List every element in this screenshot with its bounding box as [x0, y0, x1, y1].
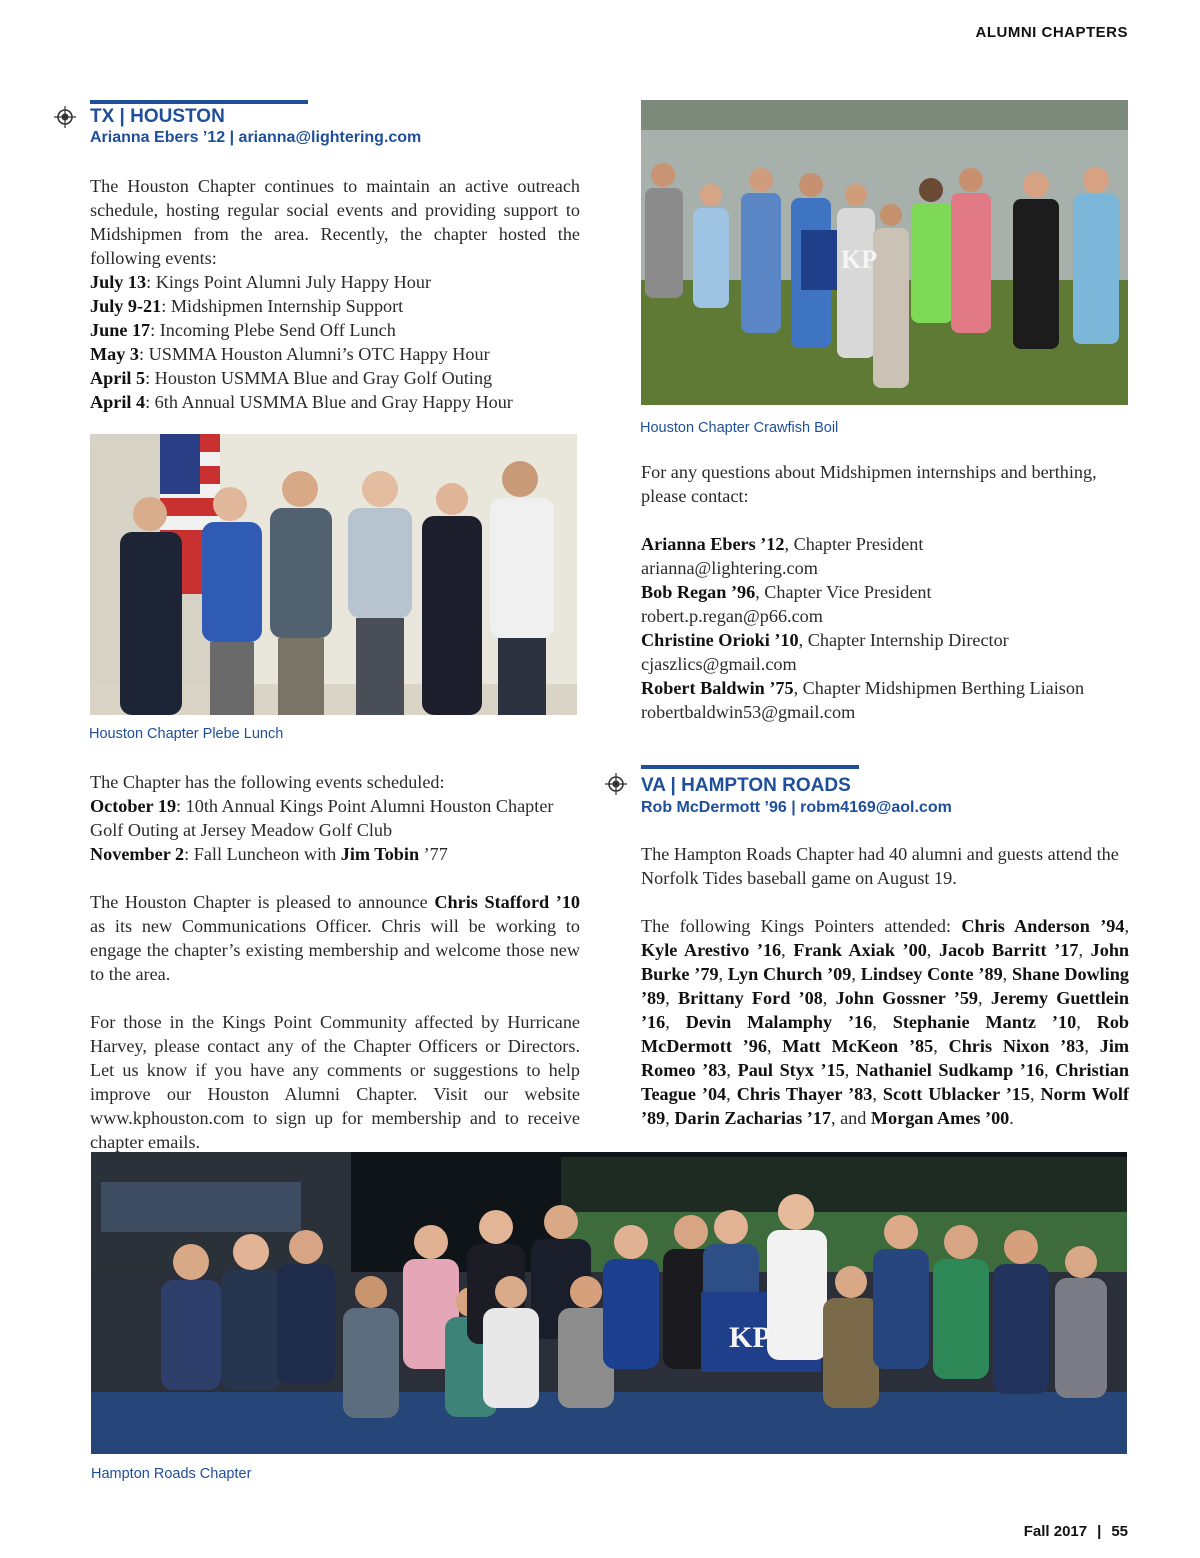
hampton-section-title: VA | HAMPTON ROADS	[641, 775, 851, 796]
attendee-name: Norm Wolf ’89	[641, 1084, 1130, 1128]
scheduled-intro: The Chapter has the following events scheduled:	[90, 772, 445, 792]
event-item: April 4: 6th Annual USMMA Blue and Gray Happy Hour	[90, 392, 513, 412]
officer-item: Robert Baldwin ’75, Chapter Midshipmen Berthing Liaison	[641, 678, 1085, 698]
attendee-name: Scott Ublacker ’15	[882, 1084, 1030, 1104]
officer-email: cjaszlics@gmail.com	[641, 654, 797, 674]
event-item: June 17: Incoming Plebe Send Off Lunch	[90, 320, 396, 340]
attendee-name: Kyle Arestivo ’16	[641, 940, 782, 960]
issue-label: Fall 2017	[1023, 1523, 1088, 1540]
attendee-name: Stephanie Mantz ’10	[892, 1012, 1077, 1032]
houston-section-rule	[90, 100, 308, 104]
houston-intro-block	[90, 174, 580, 414]
plebe-lunch-photo	[90, 434, 577, 715]
attendee-name: Devin Malamphy ’16	[685, 1012, 873, 1032]
officer-item: Bob Regan ’96, Chapter Vice President	[641, 582, 932, 602]
attendee-name: Matt McKeon ’85	[782, 1036, 934, 1056]
hampton-block	[641, 842, 1129, 1130]
attendee-name: Lindsey Conte ’89	[860, 964, 1003, 984]
attendee-name: Jeremy Guettlein ’16	[641, 988, 1130, 1032]
compass-icon	[54, 106, 76, 128]
scheduled-item: October 19: 10th Annual Kings Point Alumni Houston Chapter Golf Outing at Jersey Meadow Golf Club	[90, 796, 554, 840]
attendee-name: Chris Thayer ’83	[736, 1084, 873, 1104]
houston-contact: Arianna Ebers ’12 | arianna@lightering.com	[90, 129, 422, 146]
attendee-name: John Burke ’79	[641, 940, 1130, 984]
attendee-name: Jacob Barritt ’17	[938, 940, 1079, 960]
attendee-list: The following Kings Pointers attended: Chris Anderson ’94, Kyle Arestivo ’16, Frank Axiak ’00, Jacob Barritt ’17, John Burke ’79, Lyn Church ’09, Lindsey Conte ’89, Shane Dowling ’89, Brittany Ford ’08, John Gossner ’59, Jeremy Guettlein ’16, Devin Malamphy ’16, Stephanie Mantz ’10, Rob McDermott ’96, Matt McKeon ’85, Chris Nixon ’83, Jim Romeo ’83, Paul Styx ’15, Nathaniel Sudkamp ’16, Christian Teague ’04, Chris Thayer ’83, Scott Ublacker ’15, Norm Wolf ’89, Darin Zacharias ’17, and Morgan Ames ’00.	[641, 916, 1130, 1128]
hampton-section-rule	[641, 765, 859, 769]
crawfish-flag-text: KP	[841, 245, 878, 274]
attendee-name: Lyn Church ’09	[727, 964, 852, 984]
officer-item: Christine Orioki ’10, Chapter Internship Director	[641, 630, 1009, 650]
questions-text: For any questions about Midshipmen internships and berthing, please contact:	[641, 462, 1097, 506]
attendee-name: Chris Anderson ’94	[961, 916, 1125, 936]
hampton-contact: Rob McDermott ’96 | robm4169@aol.com	[641, 799, 952, 816]
attendee-name: Brittany Ford ’08	[678, 988, 823, 1008]
event-item: May 3: USMMA Houston Alumni’s OTC Happy Hour	[90, 344, 490, 364]
crawfish-boil-photo	[641, 100, 1128, 405]
officer-email: robertbaldwin53@gmail.com	[641, 702, 856, 722]
crawfish-boil-caption: Houston Chapter Crawfish Boil	[640, 420, 839, 436]
compass-icon	[605, 773, 627, 795]
plebe-lunch-caption: Houston Chapter Plebe Lunch	[89, 726, 284, 742]
event-item: July 13: Kings Point Alumni July Happy Hour	[90, 272, 432, 292]
attendee-name: John Gossner ’59	[835, 988, 979, 1008]
officer-email: robert.p.regan@p66.com	[641, 606, 823, 626]
page-footer	[1024, 1523, 1128, 1540]
scheduled-item: November 2: Fall Luncheon with Jim Tobin ’77	[90, 844, 448, 864]
footer-separator: |	[1097, 1523, 1102, 1540]
houston-section-title: TX | HOUSTON	[90, 106, 225, 127]
event-item: July 9-21: Midshipmen Internship Support	[90, 296, 404, 316]
houston-scheduled-block	[90, 770, 580, 1154]
officer-email: arianna@lightering.com	[641, 558, 818, 578]
harvey-note: For those in the Kings Point Community affected by Hurricane Harvey, please contact any of the Chapter Officers or Directors. Let us know if you have any comments or suggestions to help improve our Houston Alumni Chapter. Visit our website www.kphouston.com to sign up for membership and to receive chapter emails.	[90, 1012, 580, 1152]
houston-intro: The Houston Chapter continues to maintain an active outreach schedule, hosting regular social events and providing support to Midshipmen from the area. Recently, the chapter hosted the following events:	[90, 176, 580, 268]
attendee-name: Chris Nixon ’83	[948, 1036, 1085, 1056]
officers-block	[641, 460, 1131, 724]
attendee-name: Paul Styx ’15	[737, 1060, 845, 1080]
attendee-name: Darin Zacharias ’17	[674, 1108, 831, 1128]
event-item: April 5: Houston USMMA Blue and Gray Golf Outing	[90, 368, 493, 388]
page-number: 55	[1111, 1523, 1128, 1540]
hampton-roads-caption: Hampton Roads Chapter	[91, 1466, 252, 1482]
houston-event-list	[90, 270, 580, 414]
attendee-name: Jim Romeo ’83	[641, 1036, 1130, 1080]
announcement: The Houston Chapter is pleased to announce Chris Stafford ’10 as its new Communications Officer. Chris will be working to engage the chapter’s existing membership and welcome those new to the area.	[90, 892, 581, 984]
running-head: ALUMNI CHAPTERS	[975, 24, 1128, 41]
officer-item: Arianna Ebers ’12, Chapter President	[641, 534, 924, 554]
attendee-name: Frank Axiak ’00	[793, 940, 927, 960]
hampton-intro: The Hampton Roads Chapter had 40 alumni and guests attend the Norfolk Tides baseball game on August 19.	[641, 844, 1119, 888]
attendee-name: Shane Dowling ’89	[641, 964, 1129, 1008]
attendee-name: Christian Teague ’04	[641, 1060, 1130, 1104]
attendee-name: Rob McDermott ’96	[641, 1012, 1130, 1056]
hampton-roads-photo	[91, 1152, 1127, 1454]
hampton-flag-text: KP	[729, 1321, 771, 1354]
attendee-name: Nathaniel Sudkamp ’16	[855, 1060, 1045, 1080]
